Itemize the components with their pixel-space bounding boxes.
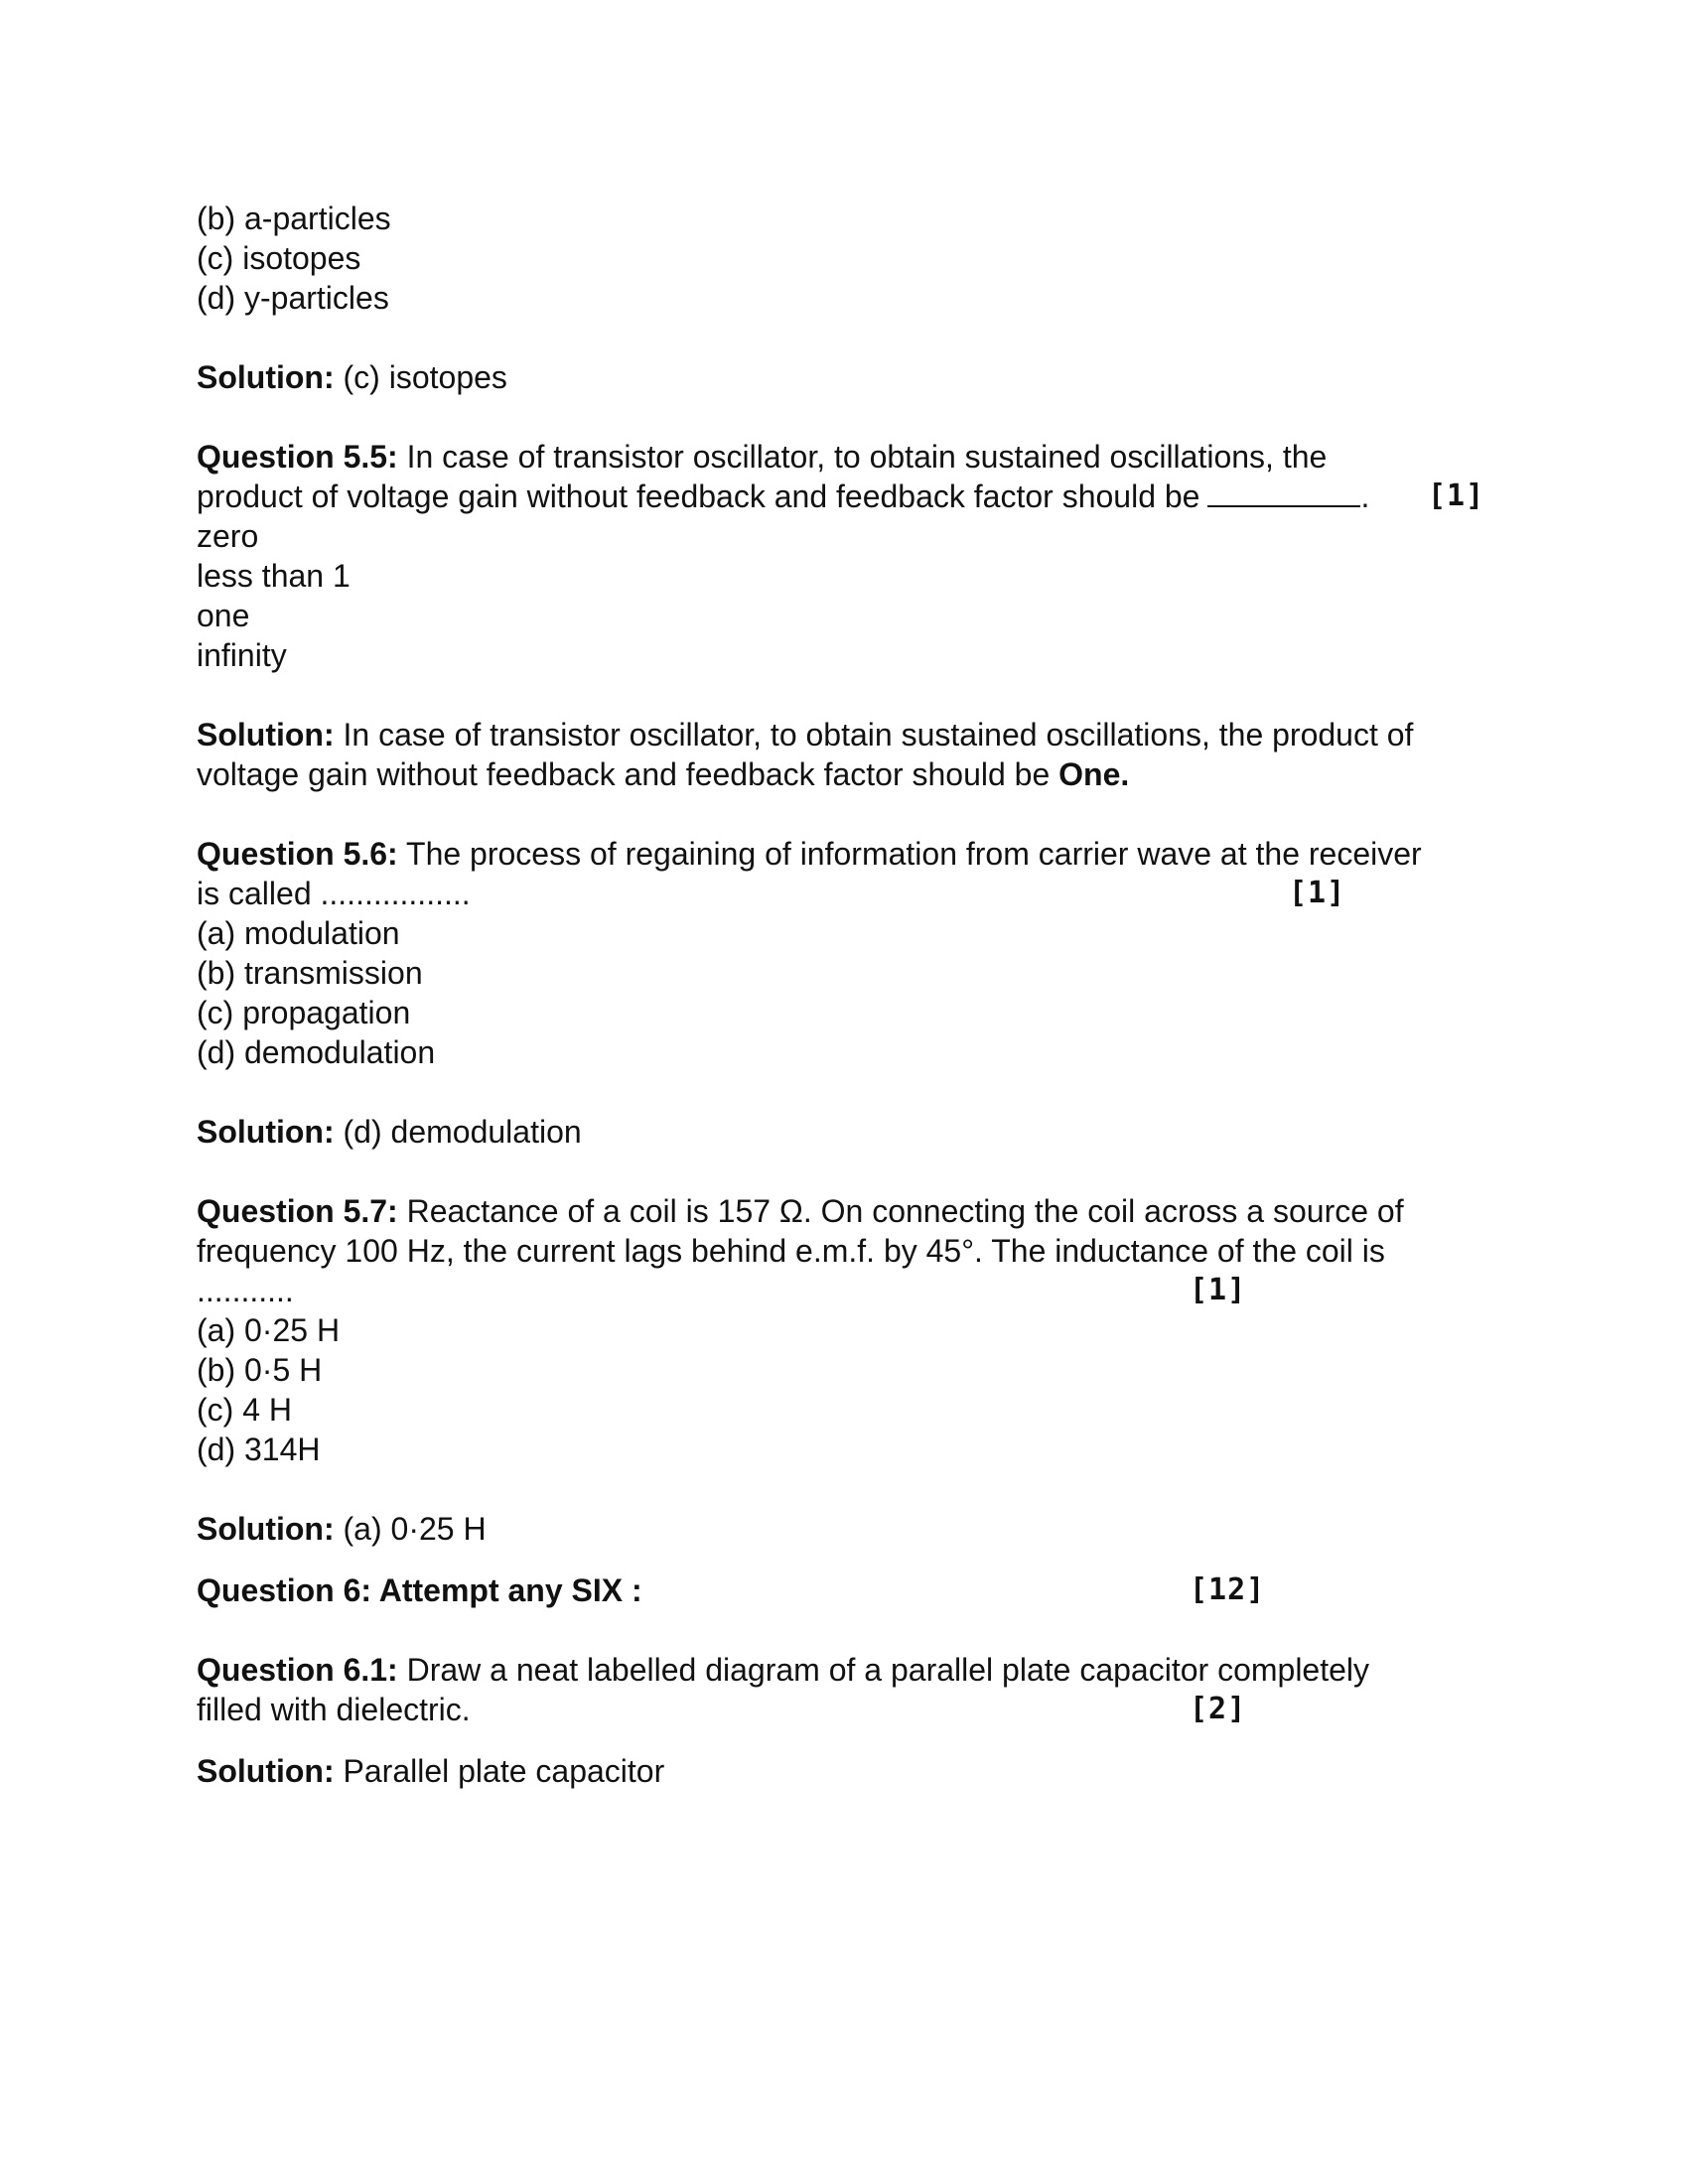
option-text: (a) modulation — [197, 915, 400, 951]
question-text: The process of regaining of information from carrier wave at the receiver — [397, 836, 1422, 872]
option-2 — [197, 556, 1487, 596]
solution-label: Solution: — [197, 359, 335, 395]
answer-blank — [1207, 479, 1360, 507]
marks-badge: [1] — [1289, 876, 1346, 910]
option-text: (b) a-particles — [197, 201, 391, 236]
solution-5-4 — [197, 357, 1487, 397]
question-label: Question 5.7: — [197, 1193, 398, 1229]
question-label: Question 6: Attempt any SIX : — [197, 1572, 642, 1608]
option-d — [197, 278, 1487, 318]
option-text: one — [197, 598, 250, 633]
option-c — [197, 238, 1487, 278]
solution-text: (a) 0·25 H — [334, 1511, 487, 1547]
solution-text: voltage gain without feedback and feedback factor should be — [197, 756, 1059, 792]
solution-text: In case of transistor oscillator, to obtain sustained oscillations, the product of — [334, 717, 1414, 752]
option-text: zero — [197, 518, 259, 554]
option-c — [197, 1390, 1487, 1430]
option-3 — [197, 596, 1487, 635]
option-a — [197, 1310, 1487, 1350]
question-text: Draw a neat labelled diagram of a parallel plate capacitor completely — [397, 1652, 1370, 1688]
solution-answer: One. — [1058, 756, 1130, 792]
question-text: filled with dielectric. — [197, 1692, 471, 1727]
solution-5-5-line-1 — [197, 715, 1487, 754]
option-text: (d) demodulation — [197, 1034, 436, 1070]
solution-text: (d) demodulation — [334, 1114, 582, 1150]
option-text: infinity — [197, 637, 287, 673]
option-text: (a) 0·25 H — [197, 1312, 341, 1348]
question-label: Question 5.5: — [197, 439, 398, 475]
option-4 — [197, 635, 1487, 675]
option-d — [197, 1430, 1487, 1469]
solution-5-5-line-2 — [197, 754, 1487, 794]
option-text: less than 1 — [197, 558, 351, 594]
solution-text: (c) isotopes — [334, 359, 507, 395]
question-text: ........... — [197, 1273, 294, 1308]
option-c — [197, 993, 1487, 1032]
marks-badge: [1] — [1190, 1273, 1247, 1307]
question-5-6-line-2 — [197, 874, 1487, 913]
question-5-7-line-1 — [197, 1191, 1487, 1231]
option-text: (d) 314H — [197, 1432, 321, 1467]
solution-6-1 — [197, 1751, 1487, 1791]
question-text: Reactance of a coil is 157 Ω. On connecting the coil across a source of — [397, 1193, 1404, 1229]
marks-badge: [12] — [1190, 1572, 1266, 1607]
option-text: (b) transmission — [197, 955, 423, 991]
option-text: (d) y-particles — [197, 280, 389, 316]
document-page — [197, 199, 1487, 1791]
question-6-1-line-1 — [197, 1650, 1487, 1690]
solution-label: Solution: — [197, 717, 335, 752]
question-label: Question 5.6: — [197, 836, 398, 872]
question-5-5-line-1 — [197, 437, 1487, 477]
option-a — [197, 913, 1487, 953]
question-text: In case of transistor oscillator, to obtain sustained oscillations, the — [397, 439, 1328, 475]
solution-label: Solution: — [197, 1114, 335, 1150]
marks-badge: [2] — [1190, 1692, 1247, 1726]
solution-5-7 — [197, 1509, 1487, 1549]
solution-label: Solution: — [197, 1753, 335, 1789]
solution-label: Solution: — [197, 1511, 335, 1547]
option-1 — [197, 516, 1487, 556]
question-label: Question 6.1: — [197, 1652, 398, 1688]
question-text-end: . — [1360, 478, 1370, 514]
option-text: (c) 4 H — [197, 1392, 292, 1428]
option-b — [197, 953, 1487, 993]
option-d — [197, 1032, 1487, 1072]
option-b — [197, 199, 1487, 238]
solution-text: Parallel plate capacitor — [334, 1753, 665, 1789]
question-6-1-line-2 — [197, 1690, 1487, 1729]
question-text: is called ................. — [197, 876, 471, 911]
question-5-6-line-1 — [197, 834, 1487, 874]
option-text: (c) propagation — [197, 995, 411, 1030]
question-text: product of voltage gain without feedback and feedback factor should be — [197, 478, 1200, 514]
option-text: (c) isotopes — [197, 240, 361, 276]
option-text: (b) 0·5 H — [197, 1352, 323, 1388]
question-6-heading — [197, 1570, 1487, 1610]
option-b — [197, 1350, 1487, 1390]
question-text: frequency 100 Hz, the current lags behind e.m.f. by 45°. The inductance of the coil is — [197, 1233, 1385, 1269]
question-5-7-line-3 — [197, 1271, 1487, 1310]
solution-5-6 — [197, 1112, 1487, 1152]
question-5-7-line-2 — [197, 1231, 1487, 1271]
marks-badge: [1] — [1428, 478, 1485, 513]
question-5-5-line-2 — [197, 477, 1487, 516]
